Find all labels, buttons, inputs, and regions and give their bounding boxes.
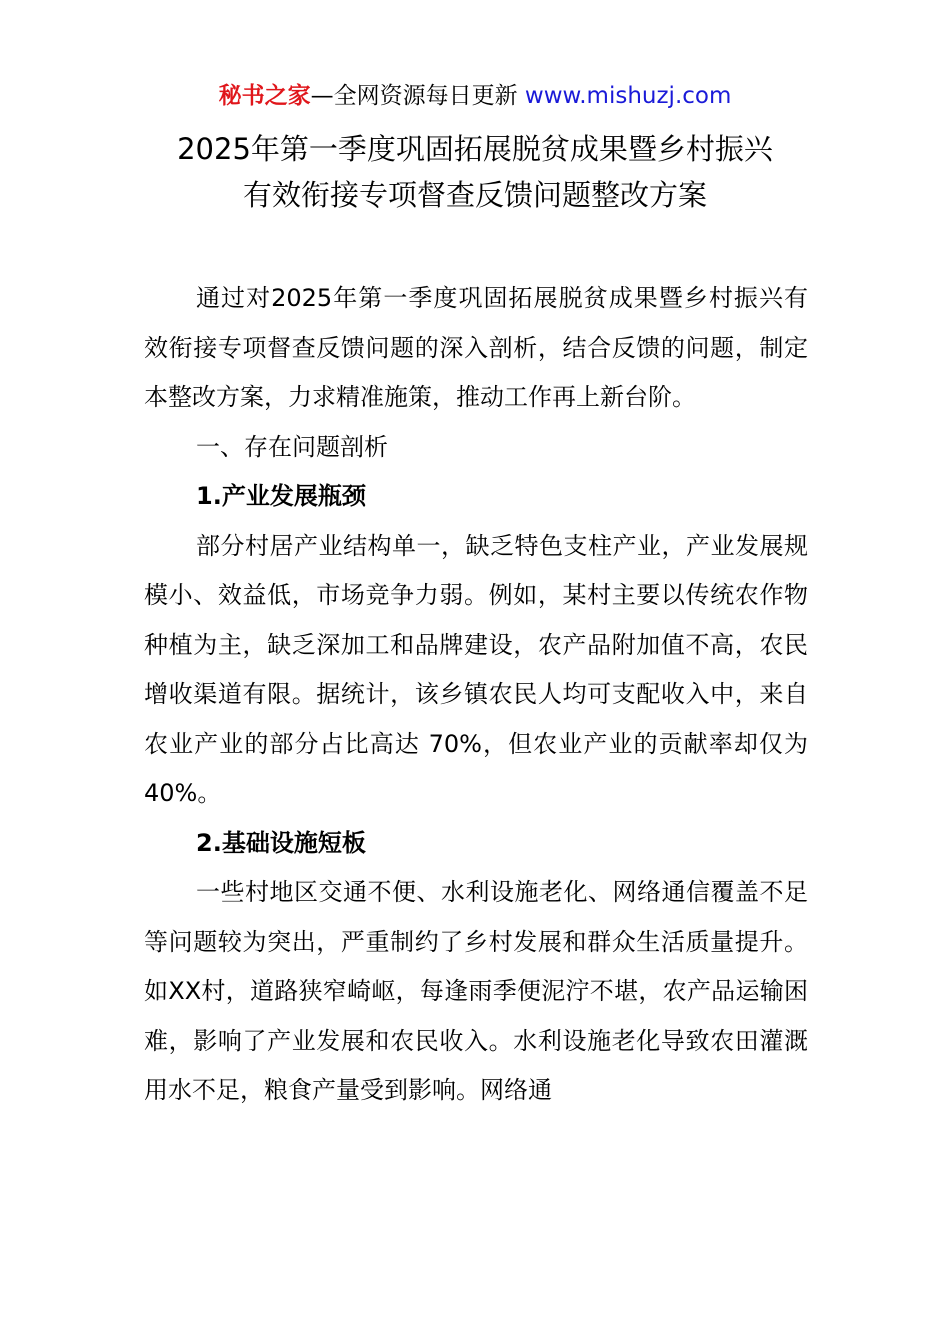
title-line-1: 2025年第一季度巩固拓展脱贫成果暨乡村振兴 [177, 132, 773, 166]
intro-paragraph: 通过对2025年第一季度巩固拓展脱贫成果暨乡村振兴有效衔接专项督查反馈问题的深入剖析，结合反馈的问题，制定本整改方案，力求精准施策，推动工作再上新台阶。 [144, 284, 808, 411]
brand-name: 秘书之家 [218, 83, 311, 109]
title-line-2: 有效衔接专项督查反馈问题整改方案 [242, 178, 707, 212]
site-url-link[interactable]: www.mishuzj.com [524, 83, 732, 109]
subsection-heading-1: 1.产业发展瓶颈 [196, 482, 366, 510]
site-header [0, 79, 950, 113]
header-tagline: —全网资源每日更新 [310, 83, 518, 109]
section-heading-1: 一、存在问题剖析 [196, 432, 388, 461]
subsection-heading-2: 2.基础设施短板 [196, 828, 366, 857]
subsection-paragraph-1: 部分村居产业结构单一，缺乏特色支柱产业，产业发展规模小、效益低，市场竞争力弱。例如，某村主要以传统农作物种植为主，缺乏深加工和品牌建设，农产品附加值不高，农民增收渠道有限。据统计，该乡镇农民人均可支配收入中，来自农业产业的部分占比高达 70%，但农业产业的贡献率却仅为 40%。 [144, 531, 808, 807]
document-body [144, 274, 808, 1116]
subsection-paragraph-2: 一些村地区交通不便、水利设施老化、网络通信覆盖不足等问题较为突出，严重制约了乡村发展和群众生活质量提升。如XX村，道路狭窄崎岖，每逢雨季便泥泞不堪，农产品运输困难，影响了产业发展和农民收入。水利设施老化导致农田灌溉用水不足，粮食产量受到影响。网络通 [144, 878, 808, 1104]
document-title [0, 126, 950, 218]
